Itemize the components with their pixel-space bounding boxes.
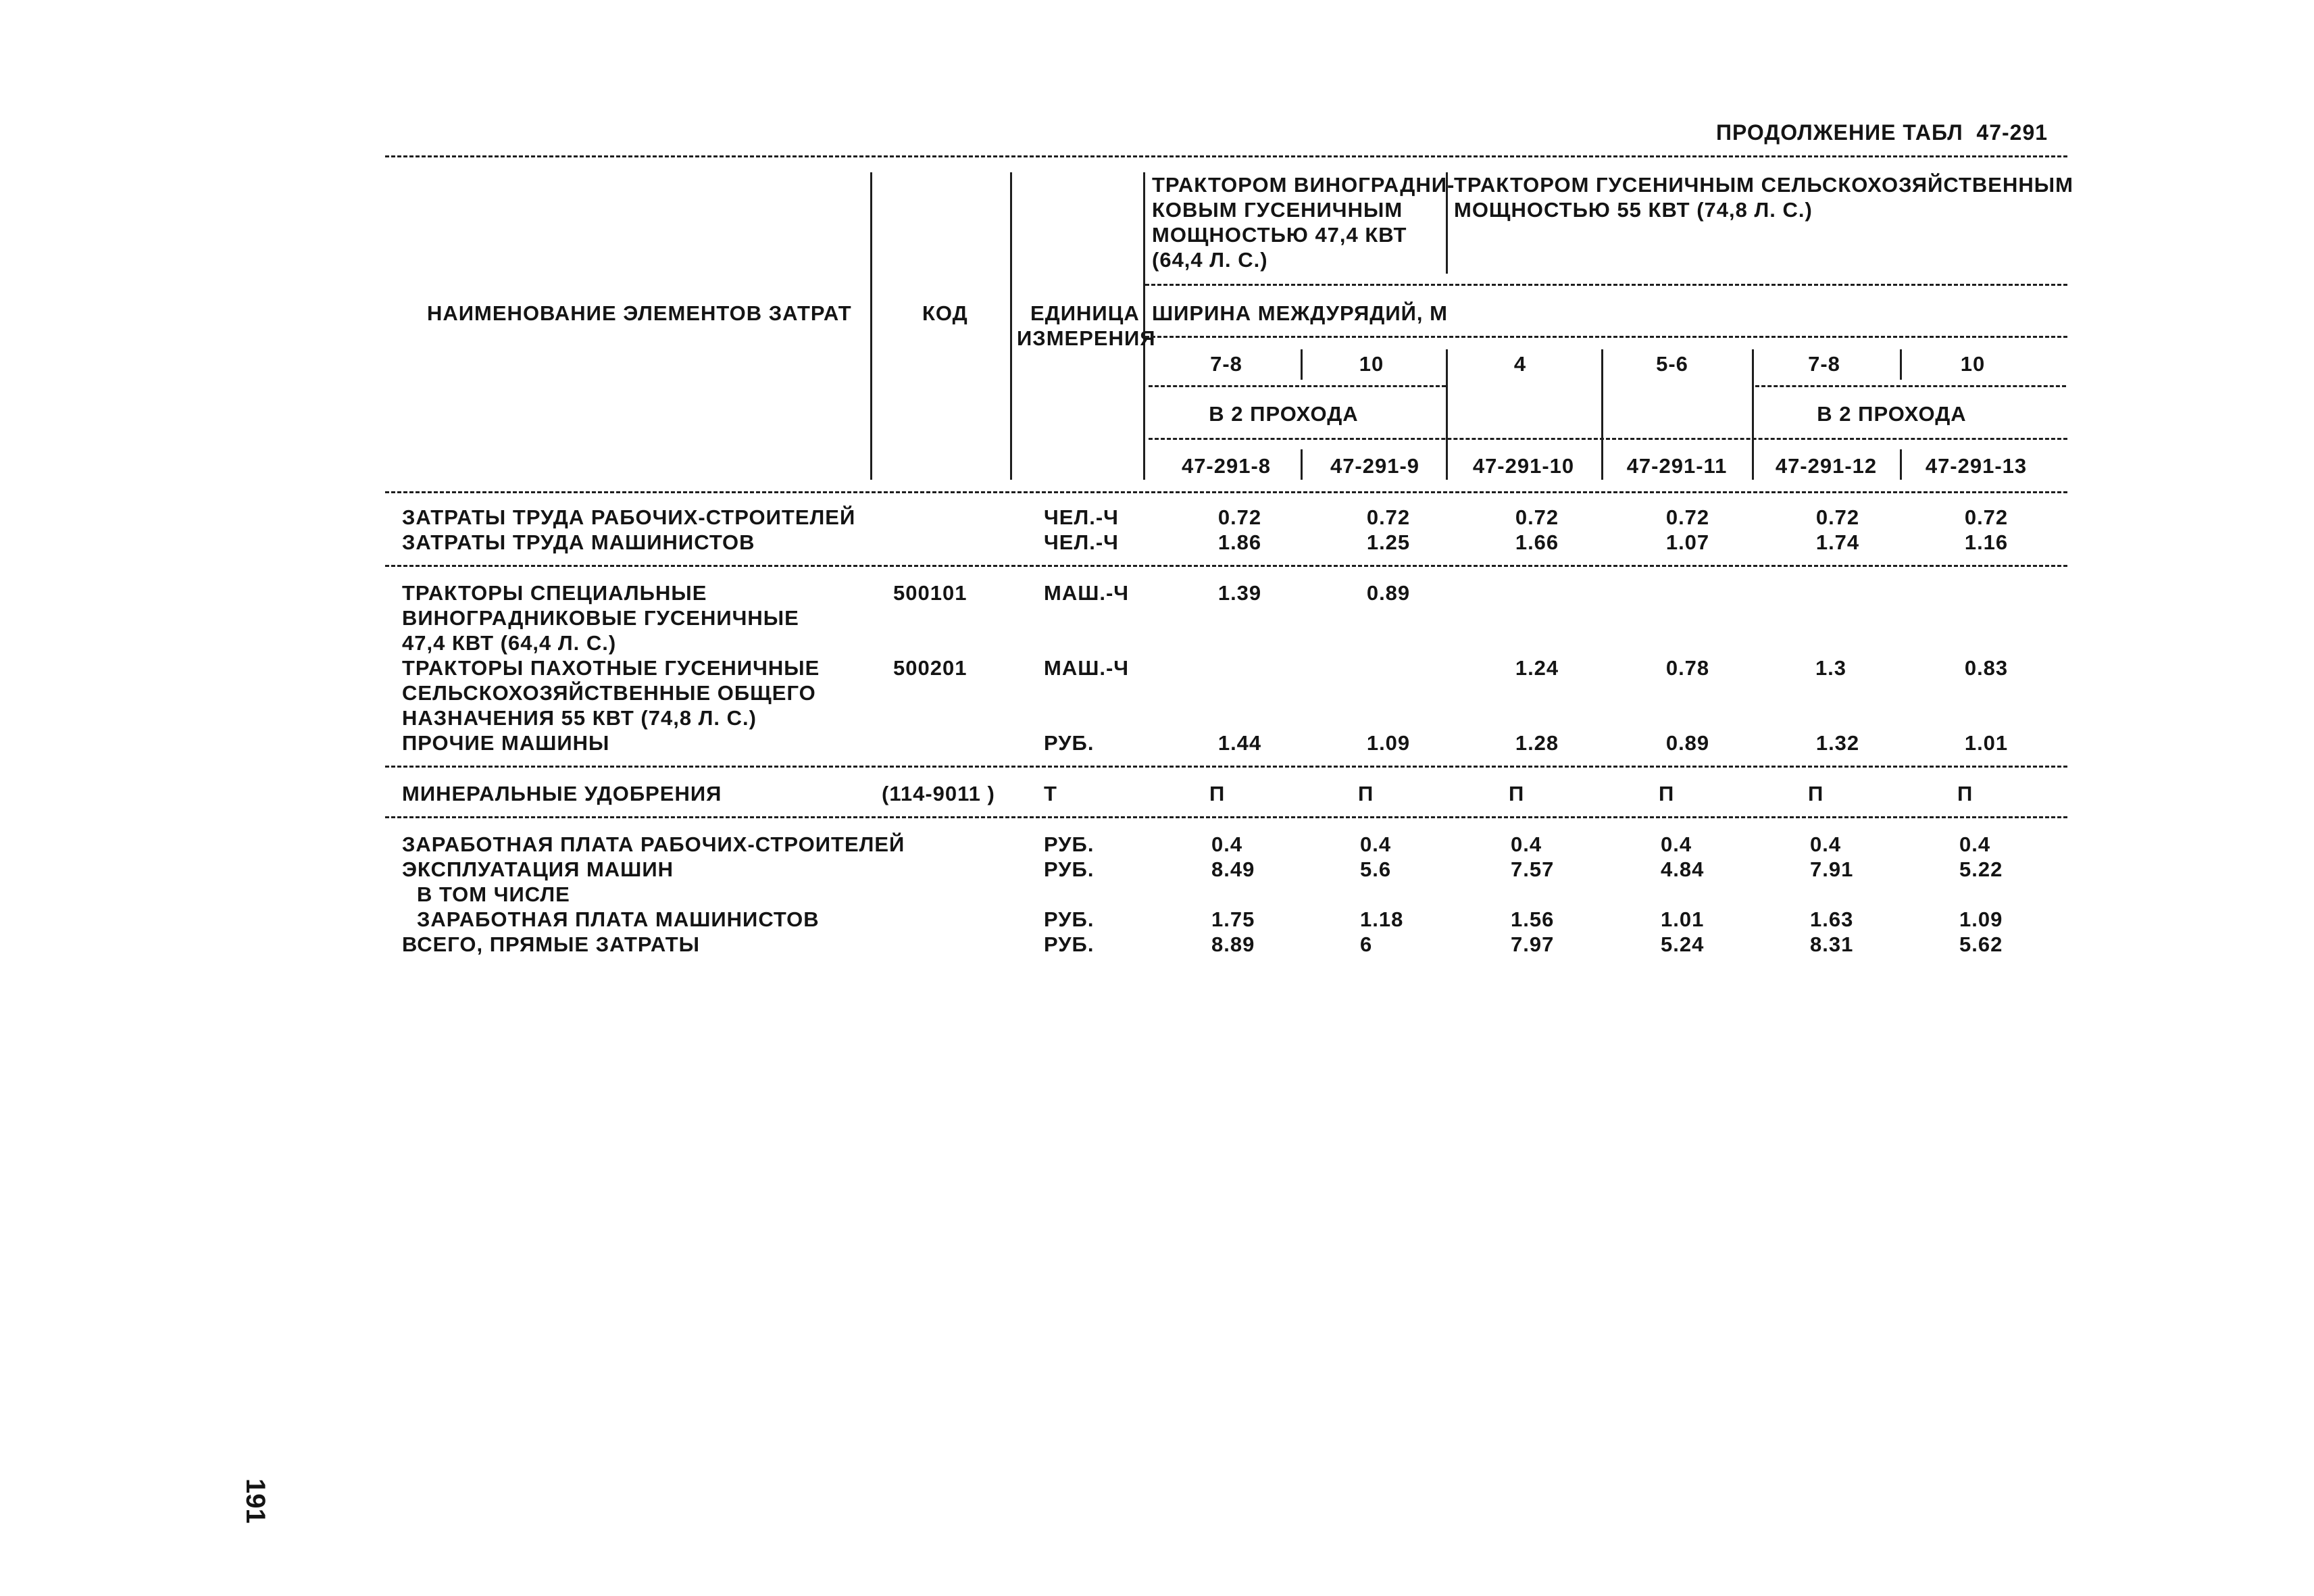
cell: 0.72 xyxy=(1964,505,2009,529)
unit-col-header-line1: ЕДИНИЦА xyxy=(1030,301,1140,325)
row-unit: РУБ. xyxy=(1044,731,1095,755)
row-name-line2: СЕЛЬСКОХОЗЯЙСТВЕННЫЕ ОБЩЕГО xyxy=(402,681,816,705)
cell: 0.89 xyxy=(1665,731,1710,755)
vsep-w-e xyxy=(1900,349,1902,380)
code-1: 47-291-8 xyxy=(1181,454,1272,478)
cell: 1.18 xyxy=(1360,907,1404,931)
vsep-w-d xyxy=(1752,349,1754,480)
cell: 1.24 xyxy=(1515,656,1559,680)
cell: 1.32 xyxy=(1815,731,1860,755)
rule-row-sep-2 xyxy=(385,766,2067,768)
row-name: В ТОМ ЧИСЛЕ xyxy=(417,882,570,906)
cell: 1.39 xyxy=(1217,581,1262,605)
width-5: 7-8 xyxy=(1808,352,1840,376)
cell: 0.72 xyxy=(1515,505,1559,529)
unit-col-header-line2: ИЗМЕРЕНИЯ xyxy=(1017,326,1156,350)
row-spacing-label: ШИРИНА МЕЖДУРЯДИЙ, М xyxy=(1152,301,1448,325)
width-1: 7-8 xyxy=(1210,352,1242,376)
cell: 1.09 xyxy=(1366,731,1411,755)
row-unit: ЧЕЛ.-Ч xyxy=(1044,530,1119,554)
vsep-code-2 xyxy=(1900,449,1902,480)
cell: 8.31 xyxy=(1810,932,1854,956)
cell: 7.91 xyxy=(1810,857,1854,881)
width-4: 5-6 xyxy=(1656,352,1688,376)
cell: 0.89 xyxy=(1366,581,1411,605)
width-2: 10 xyxy=(1359,352,1384,376)
rule-row-sep-1 xyxy=(385,565,2067,567)
row-code: 500201 xyxy=(893,656,967,680)
cell: П xyxy=(1358,782,1374,805)
row-name-line2: ВИНОГРАДНИКОВЫЕ ГУСЕНИЧНЫЕ xyxy=(402,606,799,630)
code-col-header: КОД xyxy=(922,301,968,325)
row-name: ЗАРАБОТНАЯ ПЛАТА РАБОЧИХ-СТРОИТЕЛЕЙ xyxy=(402,832,905,856)
rule-header-1 xyxy=(1145,284,2067,286)
group1-line3: МОЩНОСТЬЮ 47,4 КВТ xyxy=(1152,223,1407,247)
cell: 1.3 xyxy=(1815,656,1847,680)
rule-passes-top-2 xyxy=(1755,385,2066,387)
vsep-code-unit xyxy=(1010,172,1012,480)
row-name: ЭКСПЛУАТАЦИЯ МАШИН xyxy=(402,857,674,881)
cell: П xyxy=(1957,782,1973,805)
rule-header-bottom xyxy=(385,491,2067,493)
vsep-name-code xyxy=(870,172,872,480)
cell: П xyxy=(1659,782,1675,805)
cell: П xyxy=(1209,782,1226,805)
row-unit: МАШ.-Ч xyxy=(1044,656,1130,680)
row-name: ТРАКТОРЫ СПЕЦИАЛЬНЫЕ xyxy=(402,581,707,605)
rule-passes-top-1 xyxy=(1149,385,1446,387)
row-unit: РУБ. xyxy=(1044,857,1095,881)
row-name: МИНЕРАЛЬНЫЕ УДОБРЕНИЯ xyxy=(402,782,722,805)
cell: 8.49 xyxy=(1211,857,1255,881)
rule-codes-top xyxy=(1149,438,2067,440)
cell: 1.25 xyxy=(1366,530,1411,554)
cell: 0.83 xyxy=(1964,656,2009,680)
name-col-header: НАИМЕНОВАНИЕ ЭЛЕМЕНТОВ ЗАТРАТ xyxy=(427,301,852,325)
row-name: ПРОЧИЕ МАШИНЫ xyxy=(402,731,610,755)
group2-line1: ТРАКТОРОМ ГУСЕНИЧНЫМ СЕЛЬСКОХОЗЯЙСТВЕННЫМ xyxy=(1454,173,2073,197)
cell: 1.75 xyxy=(1211,907,1255,931)
group1-line1: ТРАКТОРОМ ВИНОГРАДНИ- xyxy=(1152,173,1455,197)
cell: 6 xyxy=(1360,932,1373,956)
rule-header-2 xyxy=(1145,336,2067,338)
cell: 0.72 xyxy=(1665,505,1710,529)
cell: 5.62 xyxy=(1959,932,2003,956)
group1-line2: КОВЫМ ГУСЕНИЧНЫМ xyxy=(1152,198,1403,222)
cell: 5.24 xyxy=(1661,932,1705,956)
cell: 1.07 xyxy=(1665,530,1710,554)
code-6: 47-291-13 xyxy=(1925,454,2028,478)
vsep-w-b xyxy=(1446,349,1448,480)
row-name: ТРАКТОРЫ ПАХОТНЫЕ ГУСЕНИЧНЫЕ xyxy=(402,656,820,680)
row-name-line3: НАЗНАЧЕНИЯ 55 КВТ (74,8 Л. С.) xyxy=(402,706,757,730)
cell: 0.4 xyxy=(1360,832,1392,856)
cell: 1.66 xyxy=(1515,530,1559,554)
cell: 1.16 xyxy=(1964,530,2009,554)
cell: 1.63 xyxy=(1810,907,1854,931)
cell: 0.4 xyxy=(1959,832,1991,856)
page-number: 191 xyxy=(241,1478,270,1524)
row-code: (114-9011 ) xyxy=(882,782,995,805)
cell: 0.72 xyxy=(1366,505,1411,529)
row-unit: ЧЕЛ.-Ч xyxy=(1044,505,1119,529)
cell: 1.56 xyxy=(1511,907,1555,931)
passes-2: В 2 ПРОХОДА xyxy=(1817,402,1967,426)
row-unit: РУБ. xyxy=(1044,907,1095,931)
cell: 0.4 xyxy=(1810,832,1842,856)
row-name: ЗАРАБОТНАЯ ПЛАТА МАШИНИСТОВ xyxy=(417,907,820,931)
cell: 1.01 xyxy=(1964,731,2009,755)
row-name-line3: 47,4 КВТ (64,4 Л. С.) xyxy=(402,631,617,655)
cell: 4.84 xyxy=(1661,857,1705,881)
page-header: ПРОДОЛЖЕНИЕ ТАБЛ 47-291 xyxy=(1716,120,2048,145)
cell: 1.28 xyxy=(1515,731,1559,755)
cell: 1.86 xyxy=(1217,530,1262,554)
cell: 1.74 xyxy=(1815,530,1860,554)
cell: 1.09 xyxy=(1959,907,2003,931)
cell: 7.57 xyxy=(1511,857,1555,881)
cell: 8.89 xyxy=(1211,932,1255,956)
code-2: 47-291-9 xyxy=(1330,454,1420,478)
row-unit: МАШ.-Ч xyxy=(1044,581,1130,605)
cell: П xyxy=(1509,782,1525,805)
code-4: 47-291-11 xyxy=(1626,454,1728,478)
row-unit: РУБ. xyxy=(1044,932,1095,956)
code-3: 47-291-10 xyxy=(1472,454,1575,478)
row-name: ВСЕГО, ПРЯМЫЕ ЗАТРАТЫ xyxy=(402,932,700,956)
cell: 0.78 xyxy=(1665,656,1710,680)
width-3: 4 xyxy=(1513,352,1527,376)
rule-row-sep-3 xyxy=(385,816,2067,818)
vsep-w-c xyxy=(1601,349,1603,480)
row-unit: Т xyxy=(1044,782,1057,805)
code-5: 47-291-12 xyxy=(1775,454,1878,478)
passes-1: В 2 ПРОХОДА xyxy=(1209,402,1359,426)
row-code: 500101 xyxy=(893,581,967,605)
cell: 5.22 xyxy=(1959,857,2003,881)
group2-line2: МОЩНОСТЬЮ 55 КВТ (74,8 Л. С.) xyxy=(1454,198,1813,222)
vsep-code-1 xyxy=(1301,449,1303,480)
rule-top xyxy=(385,155,2067,157)
cell: 0.72 xyxy=(1217,505,1262,529)
vsep-w-a xyxy=(1301,349,1303,380)
row-unit: РУБ. xyxy=(1044,832,1095,856)
cell: П xyxy=(1808,782,1824,805)
group1-line4: (64,4 Л. С.) xyxy=(1152,248,1268,272)
cell: 7.97 xyxy=(1511,932,1555,956)
cell: 0.4 xyxy=(1511,832,1542,856)
cell: 0.4 xyxy=(1211,832,1243,856)
cell: 1.01 xyxy=(1661,907,1705,931)
width-6: 10 xyxy=(1960,352,1986,376)
row-name: ЗАТРАТЫ ТРУДА РАБОЧИХ-СТРОИТЕЛЕЙ xyxy=(402,505,856,529)
row-name: ЗАТРАТЫ ТРУДА МАШИНИСТОВ xyxy=(402,530,755,554)
cell: 1.44 xyxy=(1217,731,1262,755)
cell: 0.72 xyxy=(1815,505,1860,529)
cell: 5.6 xyxy=(1360,857,1392,881)
cell: 0.4 xyxy=(1661,832,1692,856)
